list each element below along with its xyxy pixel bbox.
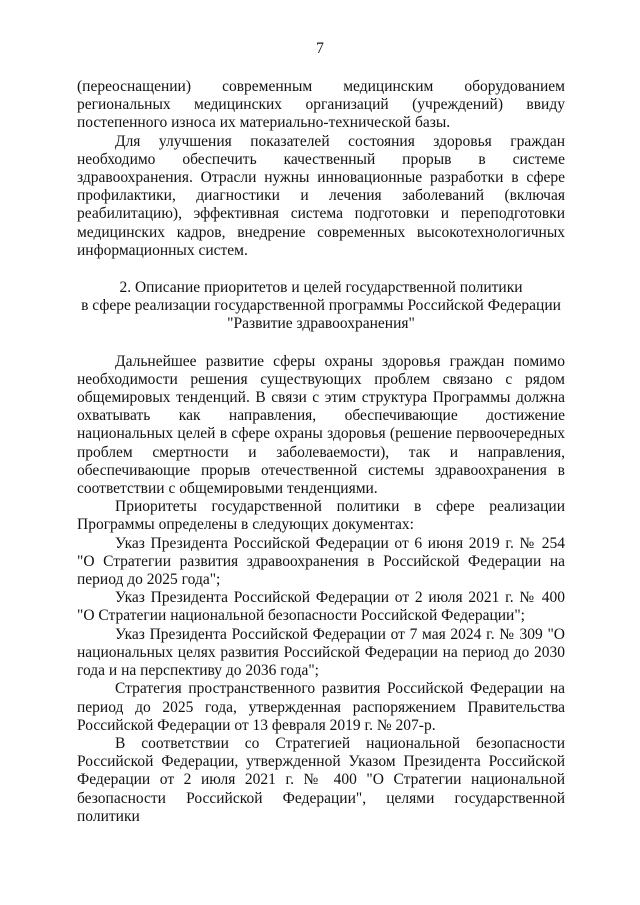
intro-paragraph-1: (переоснащении) современным медицинским оборудованием региональных медицинских организаций (учреждений) ввиду постепенного износа их материально-технической базы.: [77, 78, 565, 132]
document-list-item-2: Указ Президента Российской Федерации от 2 июля 2021 г. № 400 "О Стратегии национальной безопасности Российской Федерации";: [77, 589, 565, 625]
section-paragraph-1: Дальнейшее развитие сферы охраны здоровья граждан помимо необходимости решения существующих проблем связано с рядом общемировых тенденций. В связи с этим структура Программы должна охватывать как направления, обеспечивающие достижение национальных целей в сфере охраны здоровья (решение первоочередных проблем смертности и заболеваемости), так и направления, обеспечивающие прорыв отечественной системы здравоохранения в соответствии с общемировыми тенденциями.: [77, 352, 565, 498]
section-heading: [77, 279, 565, 334]
document-list-item-3: Указ Президента Российской Федерации от 7 мая 2024 г. № 309 "О национальных целях развития Российской Федерации на период до 2030 года и на перспективу до 2036 года";: [77, 625, 565, 680]
document-list-item-1: Указ Президента Российской Федерации от 6 июня 2019 г. № 254 "О Стратегии развития здравоохранения в Российской Федерации на период до 2025 года";: [77, 534, 565, 589]
intro-paragraph-2: Для улучшения показателей состояния здоровья граждан необходимо обеспечить качественный прорыв в системе здравоохранения. Отрасли нужны инновационные разработки в сфере профилактики, диагностики и лечения заболеваний (включая реабилитацию), эффективная система подготовки и переподготовки медицинских кадров, внедрение современных высокотехнологичных информационных систем.: [77, 132, 565, 259]
page-content: [77, 78, 565, 826]
section-heading-line-3: "Развитие здравоохранения": [227, 315, 415, 333]
document-list-item-4: Стратегия пространственного развития Российской Федерации на период до 2025 года, утвержденная распоряжением Правительства Российской Федерации от 13 февраля 2019 г. № 207-р.: [77, 680, 565, 734]
section-paragraph-3: В соответствии со Стратегией национальной безопасности Российской Федерации, утвержденной Указом Президента Российской Федерации от 2 июля 2021 г. № 400 "О Стратегии национальной безопасности Российской Федерации", целями государственной политики: [77, 734, 565, 825]
section-heading-line-1: 2. Описание приоритетов и целей государственной политики: [119, 279, 523, 297]
section-paragraph-2: Приоритеты государственной политики в сфере реализации Программы определены в следующих документах:: [77, 498, 565, 534]
section-heading-line-2: в сфере реализации государственной программы Российской Федерации: [81, 297, 561, 315]
page-number: 7: [316, 40, 324, 57]
